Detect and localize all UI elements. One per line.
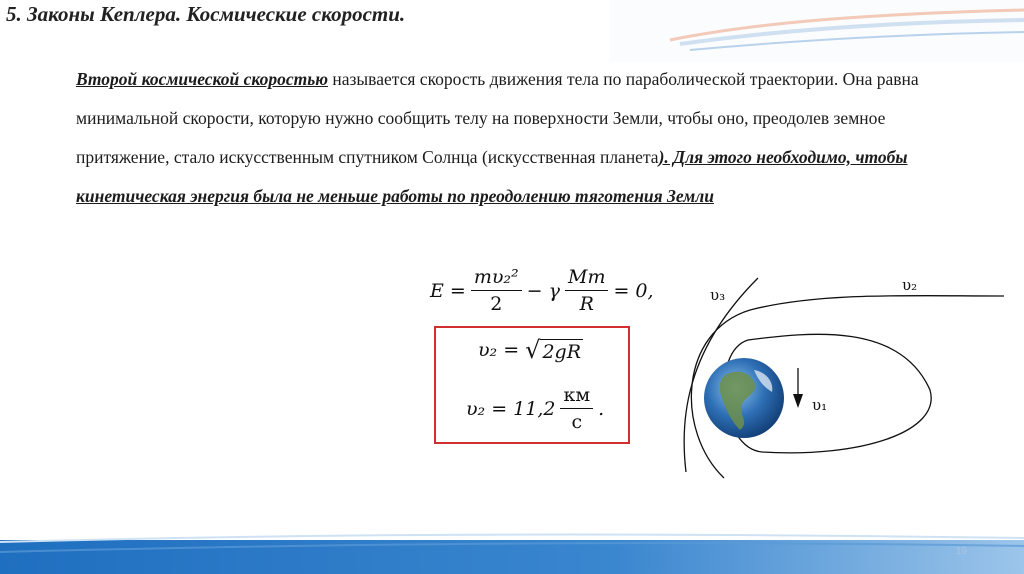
v2-label: υ₂	[902, 276, 918, 294]
paragraph-text: называется скорость движения тела по параболической траектории. Она равна минимальной скорости, которую нужно сообщить телу на поверхности Земли, чтобы оно, преодолев земное притяжение, стало искусственным спутником Солнца (искусственная планета	[76, 69, 919, 167]
energy-minus-gamma: − γ	[526, 279, 560, 302]
unit-end: .	[598, 397, 605, 420]
kinetic-fraction	[471, 266, 522, 315]
sqrt-radicand: 2gR	[542, 341, 581, 363]
v2-sqrt-equation	[478, 336, 583, 364]
v2-value-lhs: υ₂ = 11,2	[466, 397, 556, 420]
kinetic-denominator: 2	[490, 293, 503, 315]
decorative-swoosh-top	[610, 0, 1024, 62]
unit-denominator: с	[571, 411, 583, 433]
energy-lhs: E =	[430, 279, 466, 302]
unit-numerator: км	[560, 384, 593, 409]
v2-value-equation	[466, 384, 604, 433]
unit-fraction	[560, 384, 593, 433]
v2-sqrt-lhs: υ₂ =	[478, 339, 520, 361]
kinetic-numerator: mυ₂²	[471, 266, 522, 291]
v3-label: υ₃	[710, 286, 726, 304]
slide-title: 5. Законы Кеплера. Космические скорости.	[6, 2, 406, 26]
page-number: 19	[955, 546, 967, 557]
potential-fraction	[565, 266, 608, 315]
sqrt-sign: √	[525, 336, 541, 364]
energy-rhs: = 0,	[613, 279, 654, 302]
definition-paragraph	[76, 60, 981, 216]
paragraph-emphasis: ). Для этого необходимо, чтобы кинетическая энергия была не меньше работы по преодолению тяготения Земли	[76, 147, 908, 206]
orbit-diagram	[680, 272, 1010, 482]
potential-denominator: R	[579, 293, 594, 315]
term-highlight: Второй космической скоростью	[76, 69, 328, 89]
v1-label: υ₁	[812, 396, 828, 414]
energy-equation	[430, 266, 654, 315]
footer-band	[0, 530, 1024, 574]
potential-numerator: Mm	[565, 266, 608, 291]
